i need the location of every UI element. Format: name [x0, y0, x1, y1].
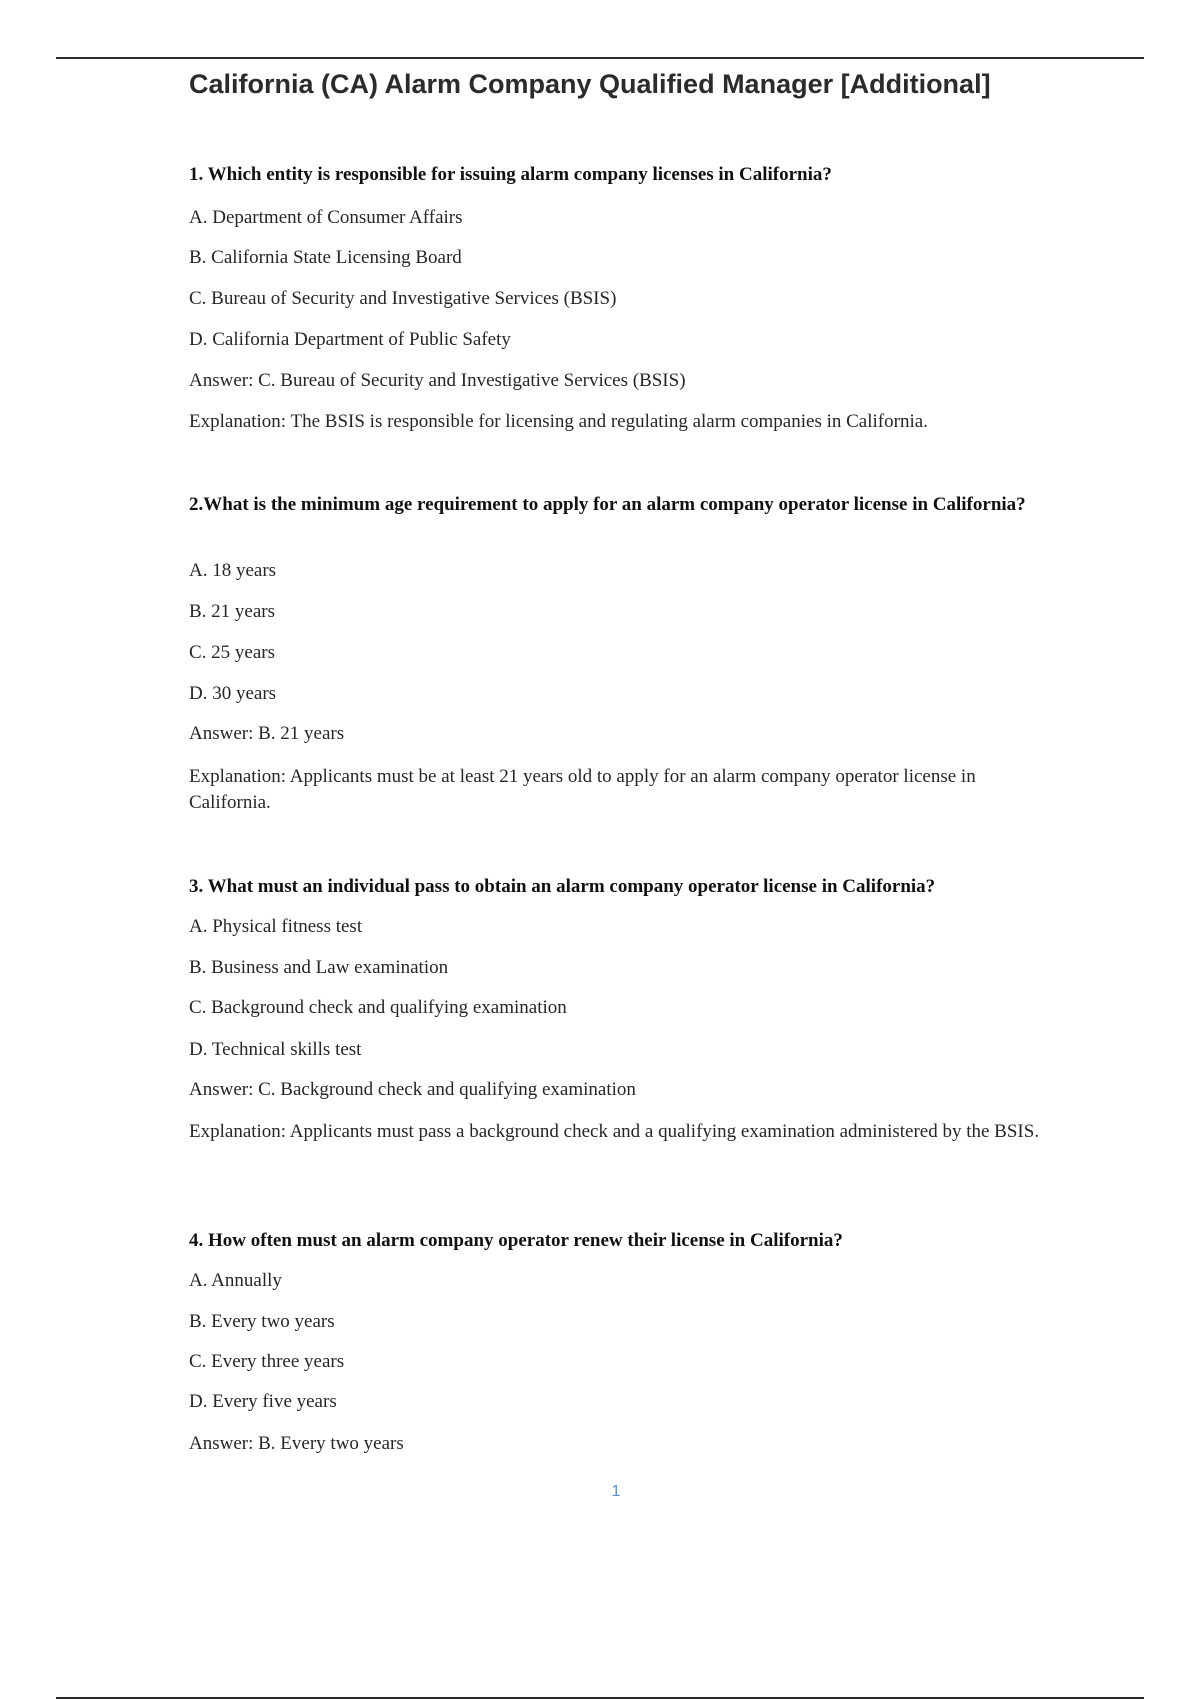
answer-option: C. Every three years — [189, 1351, 345, 1372]
answer-option: B. Every two years — [189, 1311, 335, 1332]
document-title: California (CA) Alarm Company Qualified Manager [Additional] — [189, 69, 991, 99]
answer-option: A. 18 years — [189, 560, 277, 581]
page-number: 1 — [611, 1483, 621, 1500]
answer-option: B. 21 years — [189, 601, 276, 622]
question-text: 4. How often must an alarm company operator renew their license in California? — [189, 1230, 843, 1251]
answer-option: B. California State Licensing Board — [189, 247, 462, 268]
answer-option: D. Technical skills test — [189, 1039, 362, 1060]
answer-option: A. Physical fitness test — [189, 916, 363, 937]
answer-option: D. California Department of Public Safety — [189, 329, 511, 350]
answer-line: Answer: B. 21 years — [189, 723, 345, 744]
answer-option: D. 30 years — [189, 683, 277, 704]
top-rule — [56, 57, 1144, 59]
question-text: 3. What must an individual pass to obtain an alarm company operator license in California? — [189, 876, 936, 897]
question-text: 1. Which entity is responsible for issuing alarm company licenses in California? — [189, 164, 832, 185]
explanation-text: Explanation: Applicants must be at least 21 years old to apply for an alarm company operator license in California. — [189, 766, 976, 813]
answer-option: C. Bureau of Security and Investigative Services (BSIS) — [189, 288, 617, 309]
question-text: 2.What is the minimum age requirement to apply for an alarm company operator license in California? — [189, 494, 1026, 515]
explanation-text: Explanation: The BSIS is responsible for licensing and regulating alarm companies in California. — [189, 411, 928, 432]
answer-option: B. Business and Law examination — [189, 957, 449, 978]
answer-option: A. Annually — [189, 1270, 282, 1291]
answer-option: A. Department of Consumer Affairs — [189, 207, 463, 228]
explanation-text: Explanation: Applicants must pass a background check and a qualifying examination administered by the BSIS. — [189, 1121, 1040, 1142]
answer-line: Answer: B. Every two years — [189, 1433, 404, 1454]
answer-option: C. 25 years — [189, 642, 276, 663]
answer-option: D. Every five years — [189, 1391, 337, 1412]
answer-line: Answer: C. Bureau of Security and Investigative Services (BSIS) — [189, 370, 686, 391]
answer-option: C. Background check and qualifying examination — [189, 997, 567, 1018]
bottom-rule — [56, 1697, 1144, 1699]
answer-line: Answer: C. Background check and qualifying examination — [189, 1079, 636, 1100]
